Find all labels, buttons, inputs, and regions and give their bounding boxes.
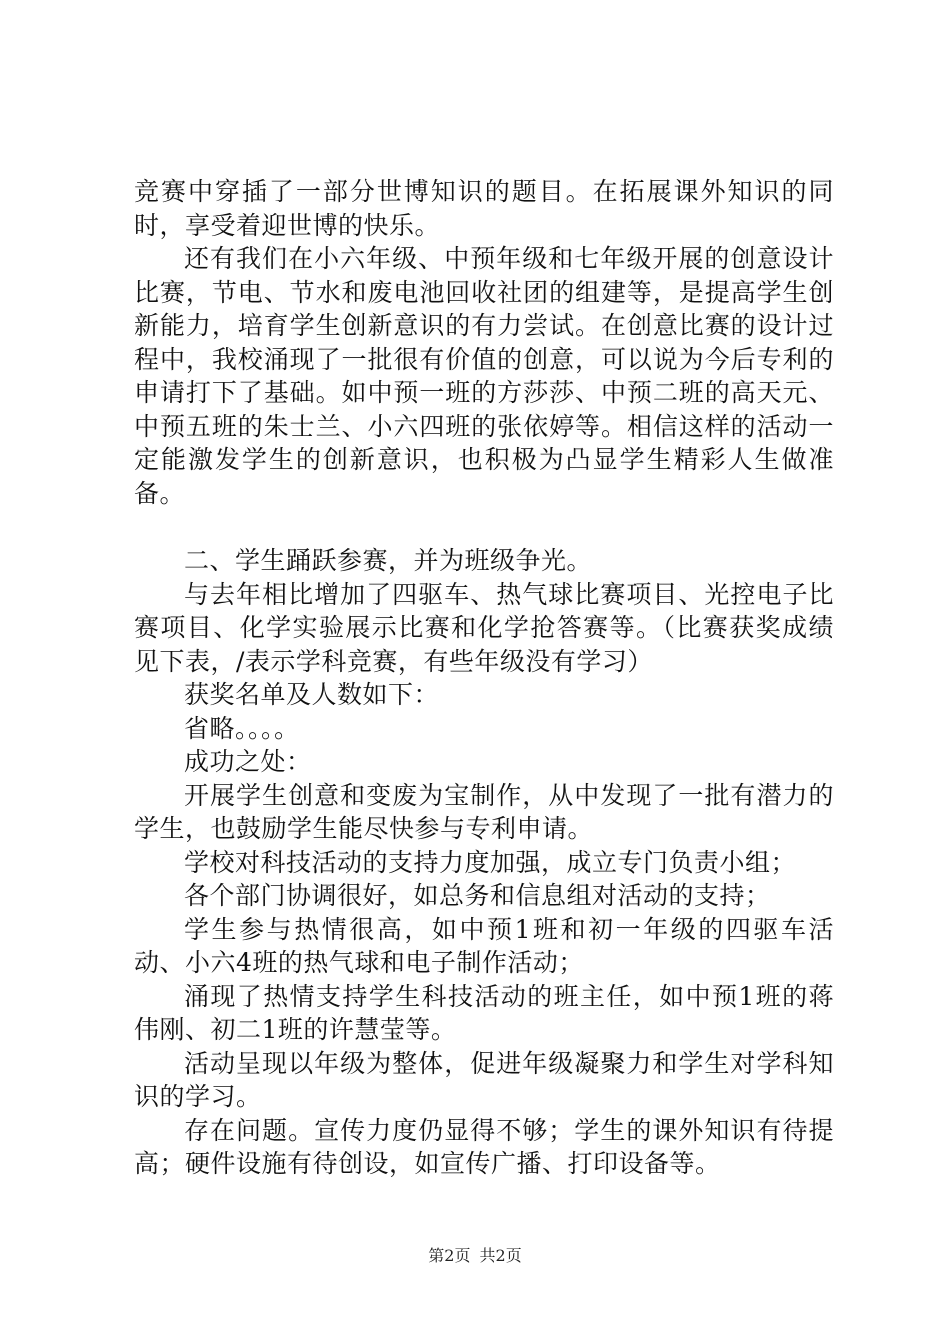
- paragraph-gap: [134, 510, 834, 544]
- paragraph: 还有我们在小六年级、中预年级和七年级开展的创意设计比赛，节电、节水和废电池回收社团的组建等，是提高学生创新能力，培育学生创新意识的有力尝试。在创意比赛的设计过程中，我校涌现了一批很有价值的创意，可以说为今后专利的申请打下了基础。如中预一班的方莎莎、中预二班的高天元、中预五班的朱士兰、小六四班的张依婷等。相信这样的活动一定能激发学生的创新意识，也积极为凸显学生精彩人生做准备。: [134, 244, 834, 508]
- page-footer: [0, 1243, 950, 1266]
- paragraph: 与去年相比增加了四驱车、热气球比赛项目、光控电子比赛项目、化学实验展示比赛和化学抢答赛等。（比赛获奖成绩见下表，/表示学科竞赛，有些年级没有学习）: [134, 579, 834, 676]
- page-number: 第2页: [428, 1246, 471, 1265]
- paragraph: 省略。。。。: [184, 713, 300, 743]
- paragraph: 学校对科技活动的支持力度加强，成立专门负责小组；: [184, 847, 797, 877]
- paragraph-group-bottom: [134, 544, 834, 1181]
- page-total: 共2页: [479, 1246, 522, 1265]
- paragraph: 获奖名单及人数如下：: [184, 680, 440, 709]
- paragraph: 开展学生创意和变废为宝制作，从中发现了一批有潜力的学生，也鼓励学生能尽快参与专利申请。: [134, 780, 834, 843]
- paragraph-group-top: [134, 175, 834, 510]
- paragraph: 竞赛中穿插了一部分世博知识的题目。在拓展课外知识的同时，享受着迎世博的快乐。: [134, 177, 834, 240]
- paragraph: 学生参与热情很高，如中预1班和初一年级的四驱车活动、小六4班的热气球和电子制作活动；: [134, 914, 834, 977]
- paragraph: 各个部门协调很好，如总务和信息组对活动的支持；: [184, 881, 771, 910]
- document-body: [134, 175, 834, 1181]
- paragraph: 成功之处：: [184, 747, 312, 776]
- paragraph: 涌现了热情支持学生科技活动的班主任，如中预1班的蒋伟刚、初二1班的许慧莹等。: [134, 981, 834, 1044]
- section-heading: 二、学生踊跃参赛，并为班级争光。: [184, 546, 593, 575]
- paragraph: 存在问题。宣传力度仍显得不够；学生的课外知识有待提高；硬件设施有待创设，如宣传广播、打印设备等。: [134, 1115, 834, 1178]
- paragraph: 活动呈现以年级为整体，促进年级凝聚力和学生对学科知识的学习。: [134, 1048, 834, 1111]
